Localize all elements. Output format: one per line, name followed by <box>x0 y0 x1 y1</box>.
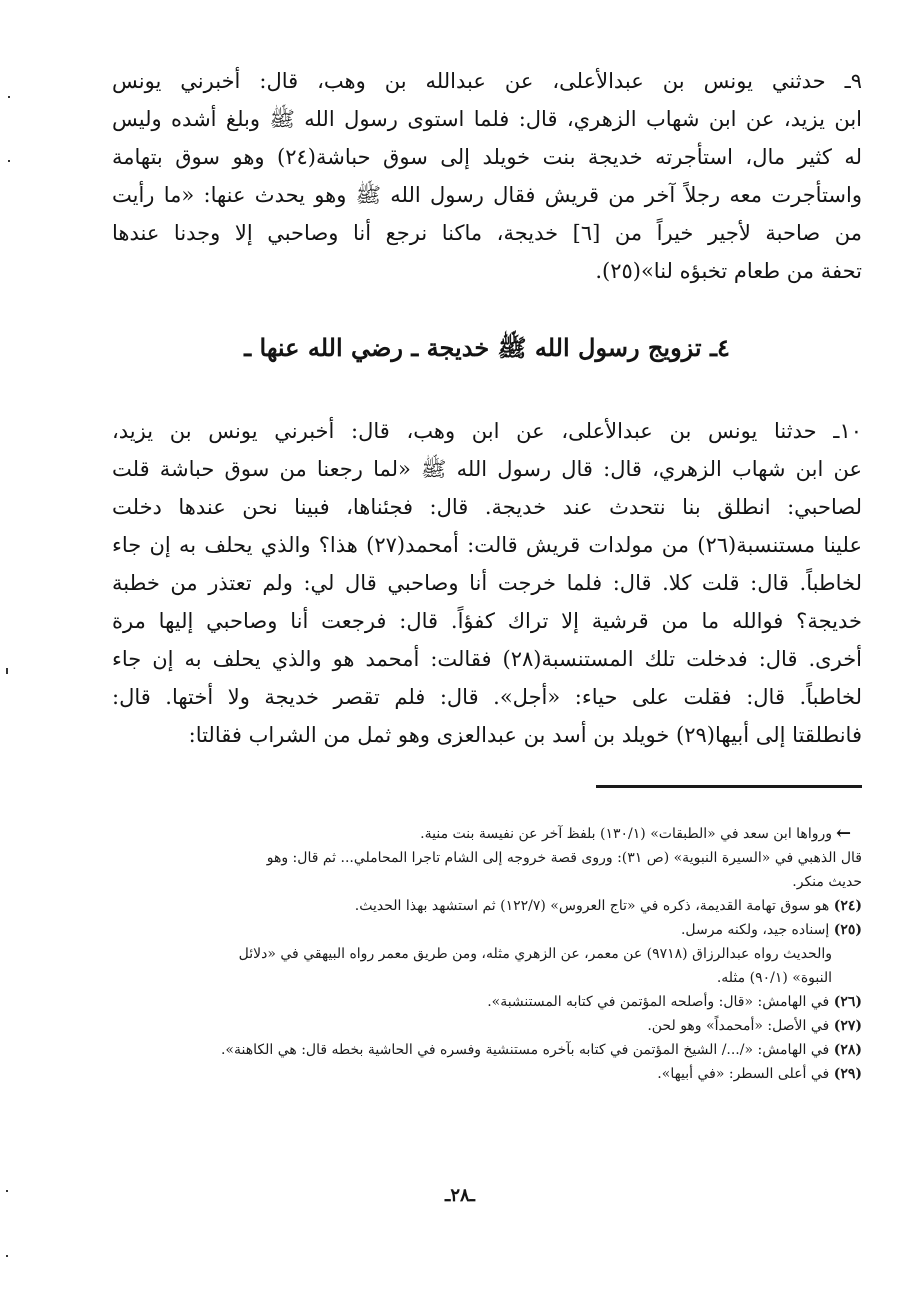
footnotes <box>112 822 862 1086</box>
scan-speck <box>8 96 10 98</box>
text-line: تحفة من طعام تخبؤه لنا»(٢٥). <box>595 259 862 283</box>
footnote-text: في الهامش: «قال: وأصلحه المؤتمن في كتابه المستنشبة». <box>487 994 830 1010</box>
footnote-27 <box>112 1014 862 1038</box>
text-line: ٩ـ حدثني يونس بن عبدالأعلى، عن عبدالله بن وهب، قال: أخبرني يونس <box>112 69 862 93</box>
footnote-28 <box>112 1038 862 1062</box>
footnote-continued: ورواها ابن سعد في «الطبقات» (١٣٠/١) بلفظ آخر عن نفيسة بنت منية. <box>420 826 832 842</box>
text-line: لخاطباً. قال: قلت كلا. قال: فلما خرجت أنا وصاحبي قال لي: ولم تعتذر من خطبة <box>112 571 862 595</box>
text-line: ابن يزيد، عن ابن شهاب الزهري، قال: فلما استوى رسول الله ﷺ وبلغ أشده وليس <box>112 107 862 131</box>
scan-speck <box>6 1190 8 1192</box>
paragraph-9 <box>112 62 862 290</box>
text-line: ١٠ـ حدثنا يونس بن عبدالأعلى، عن ابن وهب، قال: أخبرني يونس بن يزيد، <box>112 419 862 443</box>
text-line: لخاطباً. قال: فقلت على حياء: «أجل». قال: فلم تقصر خديجة ولا أختها. قال: <box>112 685 862 709</box>
footnote-24 <box>112 894 862 918</box>
footnote-mark: (٢٧) <box>833 1018 862 1034</box>
scan-speck <box>6 1255 8 1257</box>
text-line: خديجة؟ فوالله ما من قرشية إلا تراك كفؤاً. قال: فرجعت أنا وصاحبي إليها مرة <box>112 609 862 633</box>
footnote-text: في أعلى السطر: «في أبيها». <box>657 1066 830 1082</box>
text-line: عن ابن شهاب الزهري، قال: قال رسول الله ﷺ «لما رجعنا من سوق حباشة قلت <box>112 457 862 481</box>
footnote-26 <box>112 990 862 1014</box>
footnote-text: إسناده جيد، ولكنه مرسل. <box>680 922 830 938</box>
text-line: له كثير مال، استأجرته خديجة بنت خويلد إلى سوق حباشة(٢٤) وهو سوق بتهامة <box>112 145 862 169</box>
footnote-mark: (٢٦) <box>833 994 862 1010</box>
text-line: واستأجرت معه رجلاً آخر من قريش فقال رسول الله ﷺ وهو يحدث عنها: «ما رأيت <box>112 183 862 207</box>
scan-speck <box>8 160 10 162</box>
continuation-arrow-icon: ← <box>836 823 852 844</box>
footnote-text: في الهامش: «/.../ الشيخ المؤتمن في كتابه بآخره مستنشية وفسره في الحاشية بخطه قال: هي الكاهنة». <box>220 1042 830 1058</box>
footnote-separator <box>596 785 862 788</box>
text-line: لصاحبي: انطلق بنا نتحدث عند خديجة. قال: فجئناها، فبينا نحن عندها دخلت <box>112 495 862 519</box>
paragraph-10 <box>112 412 862 754</box>
text-line: من صاحبة لأجير خيراً من [٦] خديجة، ماكنا نرجع أنا وصاحبي إلا وجدنا عندها <box>112 221 862 245</box>
text-line: أخرى. قال: فدخلت تلك المستنسبة(٢٨) فقالت: أمحمد هو والذي يحلف به إن جاء <box>112 647 862 671</box>
footnote-25 <box>112 918 862 942</box>
page-number: ـ٢٨ـ <box>445 1185 475 1206</box>
footnote-mark: (٢٨) <box>833 1042 862 1058</box>
text-line: علينا مستنسبة(٢٦) من مولدات قريش قالت: أمحمد(٢٧) هذا؟ والذي يحلف به إن جاء <box>112 533 862 557</box>
scan-speck <box>6 668 8 674</box>
footnote-mark: (٢٥) <box>833 922 862 938</box>
footnote-text: في الأصل: «أمحمداً» وهو لحن. <box>647 1018 830 1034</box>
footnote-text: هو سوق تهامة القديمة، ذكره في «تاج العروس» (١٢٢/٧) ثم استشهد بهذا الحديث. <box>354 898 830 914</box>
footnote-25-continued: النبوة» (٩٠/١) مثله. <box>716 970 832 986</box>
footnote-continued: قال الذهبي في «السيرة النبوية» (ص ٣١): وروى قصة خروجه إلى الشام تاجرا المحاملي... ثم قال: وهو <box>266 850 862 866</box>
footnote-continued: حديث منكر. <box>792 874 862 890</box>
section-heading: ٤ـ تزويج رسول الله ﷺ خديجة ـ رضي الله عنها ـ <box>244 333 730 362</box>
text-line: فانطلقتا إلى أبيها(٢٩) خويلد بن أسد بن عبدالعزى وهو ثمل من الشراب فقالتا: <box>188 723 862 747</box>
footnote-25-continued: والحديث رواه عبدالرزاق (٩٧١٨) عن معمر، عن الزهري مثله، ومن طريق معمر رواه البيهقي في «دلائل <box>238 946 832 962</box>
footnote-mark: (٢٤) <box>833 898 862 914</box>
footnote-29 <box>112 1062 862 1086</box>
footnote-mark: (٢٩) <box>833 1066 862 1082</box>
